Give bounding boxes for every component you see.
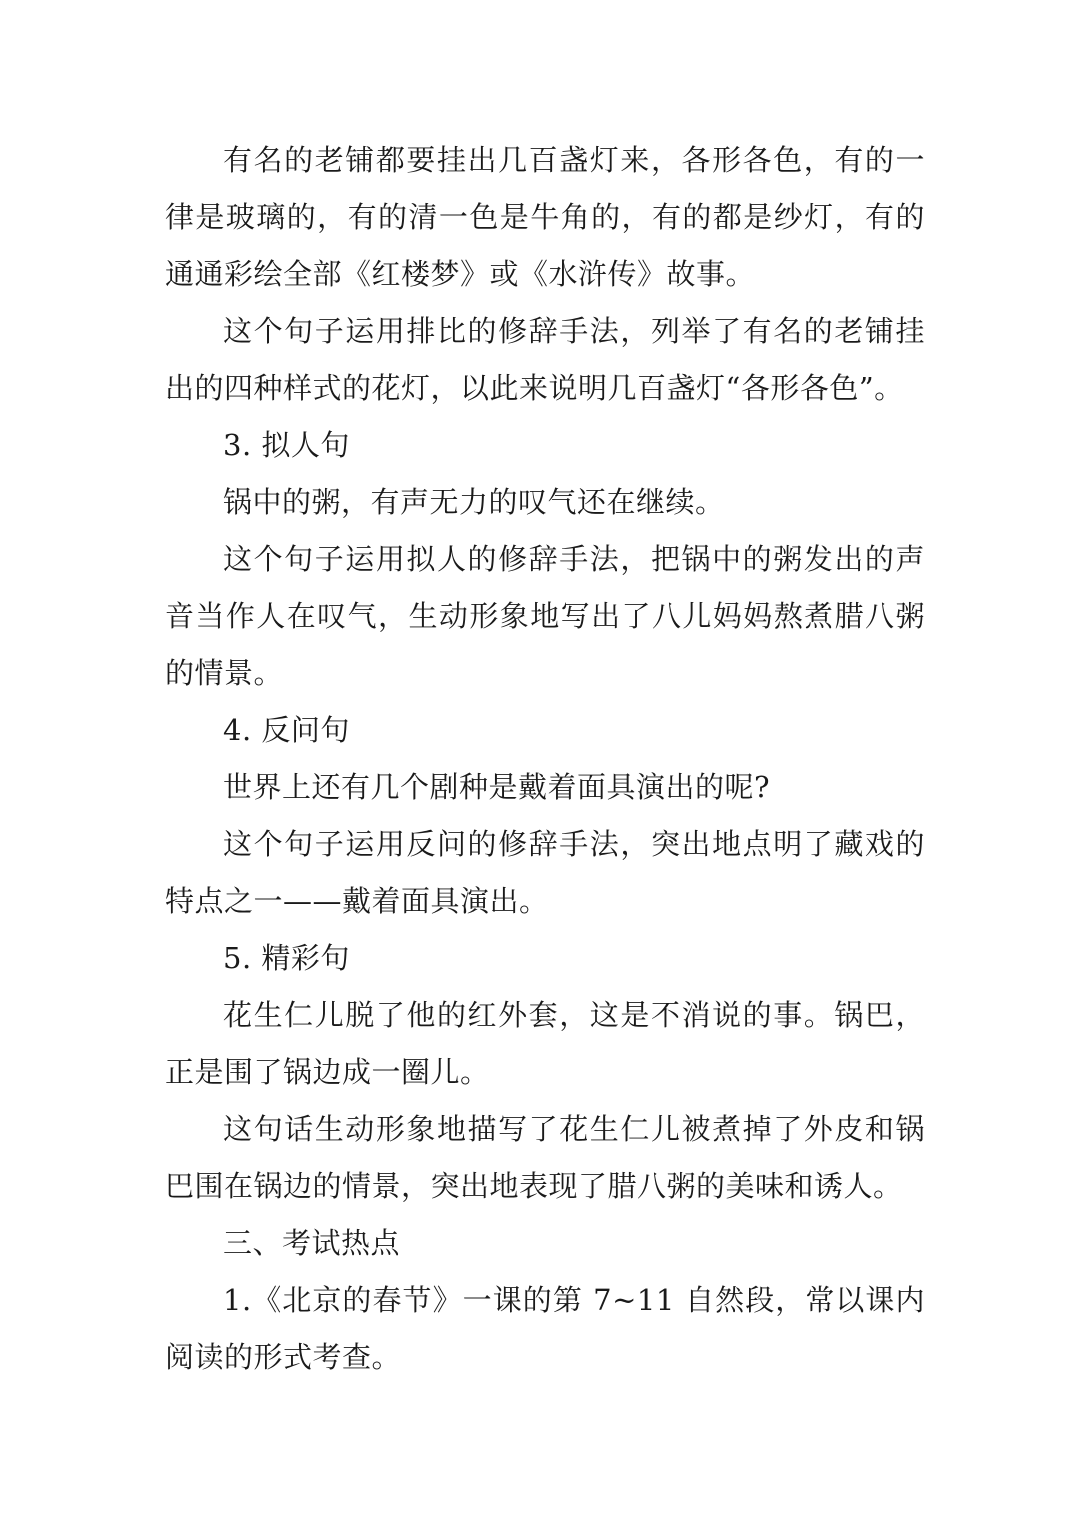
paragraph-mask-sentence: 世界上还有几个剧种是戴着面具演出的呢? [223, 770, 771, 804]
heading-personification: 3. 拟人句 [223, 428, 350, 462]
document-body [165, 132, 925, 1386]
paragraph-peanut-sentence: 花生仁儿脱了他的红外套，这是不消说的事。锅巴，正是围了锅边成一圈儿。 [165, 998, 925, 1089]
paragraph-parallelism-analysis: 这个句子运用排比的修辞手法，列举了有名的老铺挂出的四种样式的花灯，以此来说明几百盏灯“各形各色”。 [165, 314, 925, 405]
paragraph-lantern-description: 有名的老铺都要挂出几百盏灯来，各形各色，有的一律是玻璃的，有的清一色是牛角的，有的都是纱灯，有的通通彩绘全部《红楼梦》或《水浒传》故事。 [165, 143, 925, 291]
heading-exam-hotspots: 三、考试热点 [223, 1226, 401, 1260]
paragraph-peanut-analysis: 这句话生动形象地描写了花生仁儿被煮掉了外皮和锅巴围在锅边的情景，突出地表现了腊八粥的美味和诱人。 [165, 1112, 925, 1203]
heading-rhetorical-question: 4. 反问句 [223, 713, 350, 747]
heading-wonderful-sentence: 5. 精彩句 [223, 941, 350, 975]
paragraph-porridge-sentence: 锅中的粥，有声无力的叹气还在继续。 [223, 485, 725, 519]
paragraph-rhetorical-analysis: 这个句子运用反问的修辞手法，突出地点明了藏戏的特点之一——戴着面具演出。 [165, 827, 925, 918]
paragraph-personification-analysis: 这个句子运用拟人的修辞手法，把锅中的粥发出的声音当作人在叹气，生动形象地写出了八儿妈妈熬煮腊八粥的情景。 [165, 542, 925, 690]
paragraph-exam-point-1: 1.《北京的春节》一课的第 7~11 自然段，常以课内阅读的形式考查。 [165, 1283, 925, 1374]
